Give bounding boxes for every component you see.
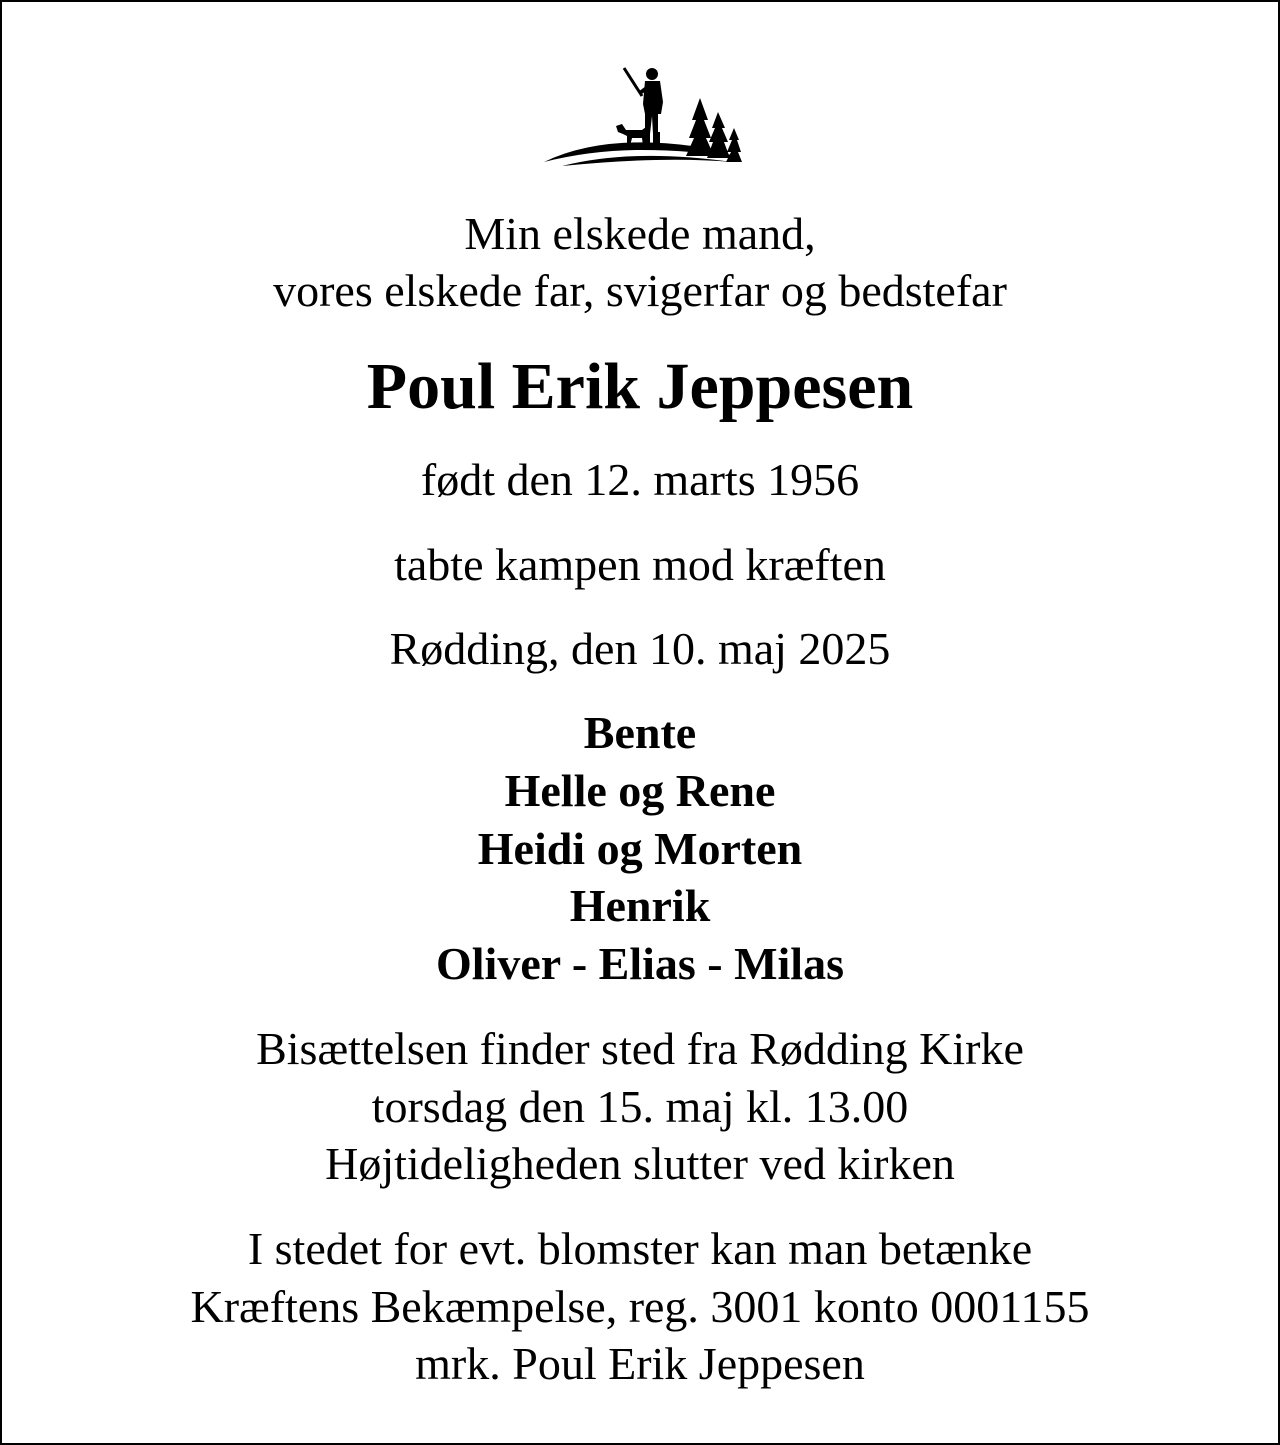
- donation-line-3: mrk. Poul Erik Jeppesen: [415, 1338, 865, 1389]
- family-member: Helle og Rene: [504, 765, 776, 816]
- place-and-date-of-death: Rødding, den 10. maj 2025: [389, 623, 891, 674]
- donation-line-1: I stedet for evt. blomster kan man betænke: [247, 1223, 1033, 1274]
- family-member: Bente: [583, 707, 697, 758]
- service-line-2: torsdag den 15. maj kl. 13.00: [371, 1081, 909, 1132]
- hunter-with-dog-and-trees-icon: [542, 62, 742, 172]
- deceased-name: Poul Erik Jeppesen: [366, 350, 914, 423]
- service-line-3: Højtideligheden slutter ved kirken: [325, 1138, 955, 1189]
- family-member: Oliver - Elias - Milas: [435, 938, 844, 989]
- intro-line-1: Min elskede mand,: [464, 208, 816, 259]
- birth-date: født den 12. marts 1956: [420, 454, 860, 505]
- service-line-1: Bisættelsen finder sted fra Rødding Kirke: [256, 1023, 1024, 1074]
- family-member: Henrik: [569, 880, 711, 931]
- family-member: Heidi og Morten: [477, 823, 803, 874]
- intro-line-2: vores elskede far, svigerfar og bedstefar: [273, 265, 1007, 316]
- cause-of-death: tabte kampen mod kræften: [394, 539, 886, 590]
- donation-line-2: Kræftens Bekæmpelse, reg. 3001 konto 0001155: [190, 1281, 1090, 1332]
